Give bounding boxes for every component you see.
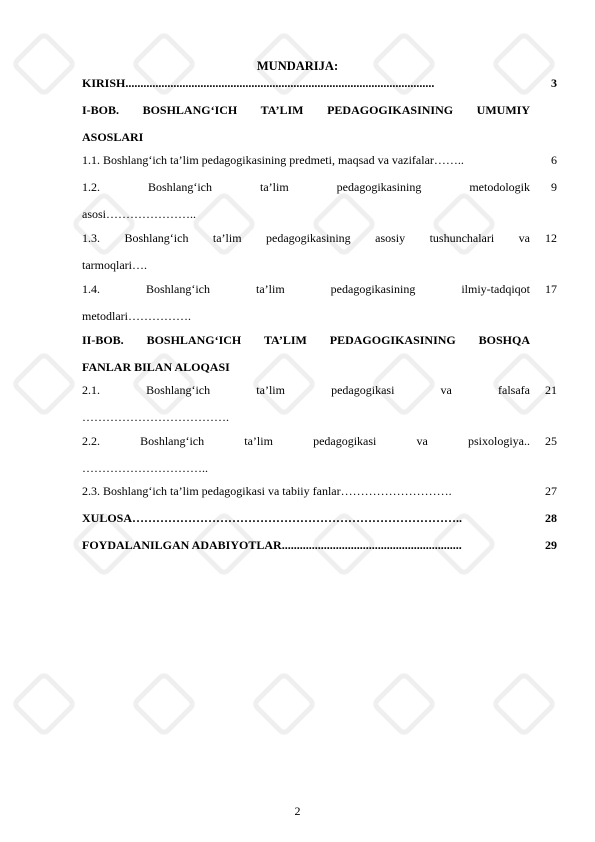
toc-entry-text: FOYDALANILGAN ADABIYOTLAR............................................................ <box>82 538 462 552</box>
toc-entry-line1: 2.2. Boshlang‘ich ta’lim pedagogikasi va psixologiya.. <box>82 434 530 448</box>
toc-entry-page: 9 <box>551 180 557 194</box>
watermark-diamond <box>490 670 558 738</box>
toc-entry-text <box>82 174 530 228</box>
toc-entry-text <box>82 428 530 482</box>
page-title: MUNDARIJA: <box>256 59 339 73</box>
toc-entry-line1: 1.3. Boshlang‘ich ta’lim pedagogikasining asosiy tushunchalari va <box>82 231 530 245</box>
toc-entry-page: 17 <box>545 282 557 296</box>
toc-entry-page: 27 <box>545 484 557 498</box>
toc-entry-page: 25 <box>545 434 557 448</box>
toc-entry-page: 6 <box>551 153 557 167</box>
toc-entry-line2: ASOSLARI <box>82 130 144 144</box>
toc-entry-line2: metodlari……………. <box>82 309 191 323</box>
toc-entry-text: XULOSA……………………………………………………………………….. <box>82 511 463 525</box>
toc-entry-page: 28 <box>545 511 557 525</box>
toc-entry-page: 3 <box>551 76 557 90</box>
toc-entry-page: 12 <box>545 231 557 245</box>
toc-entry-line2: FANLAR BILAN ALOQASI <box>82 360 230 374</box>
toc-entry-page: 29 <box>545 538 557 552</box>
toc-entry-line2: ………………………….. <box>82 461 208 475</box>
toc-entry-line1: 1.4. Boshlang‘ich ta’lim pedagogikasining ilmiy-tadqiqot <box>82 282 530 296</box>
toc-entry-line2: asosi………………….. <box>82 207 196 221</box>
toc-entry-page: 21 <box>545 383 557 397</box>
toc-entry-text <box>82 377 530 431</box>
toc-entry-line1: II-BOB. BOSHLANG‘ICH TA’LIM PEDAGOGIKASINING BOSHQA <box>82 333 530 347</box>
watermark-diamond <box>10 670 78 738</box>
watermark-diamond <box>250 670 318 738</box>
toc-entry-text <box>82 97 530 151</box>
toc-entry-text <box>82 276 530 330</box>
watermark-diamond <box>130 670 198 738</box>
toc-entry-text: KIRISH....................................................................................................... <box>82 76 435 90</box>
toc-entry-text <box>82 225 530 279</box>
toc-entry-line1: I-BOB. BOSHLANG‘ICH TA’LIM PEDAGOGIKASINING UMUMIY <box>82 103 530 117</box>
page-number: 2 <box>294 804 301 818</box>
toc-entry-text: 2.3. Boshlang‘ich ta’lim pedagogikasi va tabiiy fanlar………………………. <box>82 484 452 498</box>
toc-entry-text: 1.1. Boshlang‘ich ta’lim pedagogikasining predmeti, maqsad va vazifalar…….. <box>82 153 464 167</box>
toc-entry-line1: 2.1. Boshlang‘ich ta’lim pedagogikasi va falsafa <box>82 383 530 397</box>
watermark-diamond <box>10 350 78 418</box>
toc-entry-text <box>82 327 530 381</box>
toc-entry-line2: ………………………………. <box>82 410 229 424</box>
toc-entry-line2: tarmoqlari…. <box>82 258 147 272</box>
toc-entry-line1: 1.2. Boshlang‘ich ta’lim pedagogikasining metodologik <box>82 180 530 194</box>
watermark-diamond <box>370 670 438 738</box>
